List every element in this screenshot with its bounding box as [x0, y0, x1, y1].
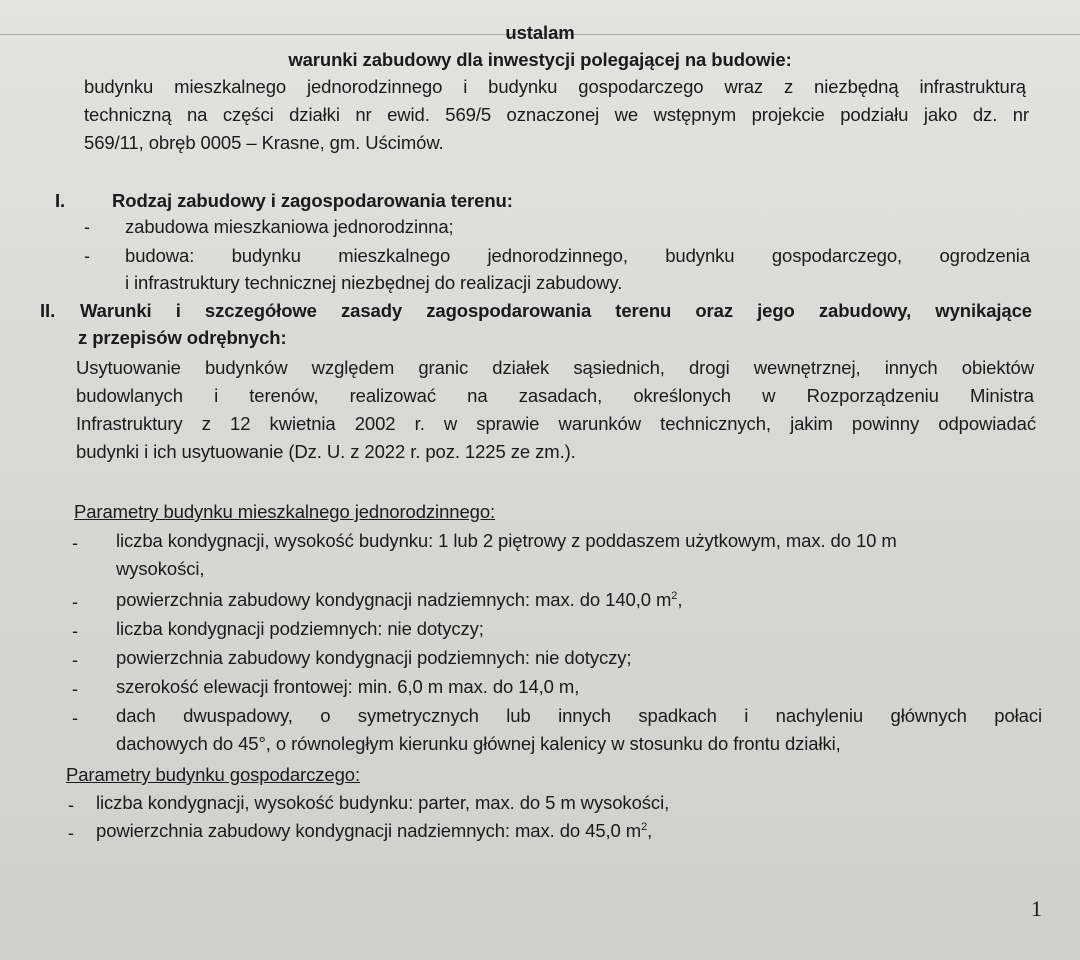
- bullet-dash: -: [84, 217, 90, 237]
- comma: ,: [677, 589, 683, 610]
- utility-item-2-text: powierzchnia zabudowy kondygnacji nadziemnych: max. do 45,0 m: [96, 820, 642, 841]
- comma: ,: [647, 820, 653, 841]
- section2-number: II.: [40, 300, 56, 321]
- bullet-dash: -: [72, 533, 78, 553]
- intro-line-2: techniczną na części działki nr ewid. 569/5 oznaczonej we wstępnym projekcie podziału jako dz. nr: [84, 104, 1029, 125]
- header-ustalam: ustalam: [505, 22, 575, 43]
- section1-item-1: zabudowa mieszkaniowa jednorodzinna;: [125, 216, 454, 237]
- intro-line-1: budynku mieszkalnego jednorodzinnego i budynku gospodarczego wraz z niezbędną infrastrukturą: [84, 76, 1026, 97]
- bullet-dash: -: [72, 679, 78, 699]
- residential-item-6: dach dwuspadowy, o symetrycznych lub innych spadkach i nachyleniu głównych połaci: [116, 705, 1042, 726]
- section1-item-2-cont: i infrastruktury technicznej niezbędnej do realizacji zabudowy.: [125, 272, 623, 293]
- section2-paragraph-3: Infrastruktury z 12 kwietnia 2002 r. w sprawie warunków technicznych, jakim powinny odpowiadać: [76, 413, 1036, 434]
- page-number: 1: [1031, 896, 1042, 921]
- residential-item-6-cont: dachowych do 45°, o równoległym kierunku głównej kalenicy w stosunku do frontu działki,: [116, 733, 841, 754]
- residential-params-heading: Parametry budynku mieszkalnego jednorodzinnego:: [74, 501, 496, 522]
- residential-item-2: [116, 587, 682, 613]
- superscript: 2: [641, 820, 648, 833]
- utility-item-1: liczba kondygnacji, wysokość budynku: parter, max. do 5 m wysokości,: [96, 792, 670, 813]
- utility-params-heading: Parametry budynku gospodarczego:: [66, 764, 361, 785]
- bullet-dash: -: [68, 795, 74, 815]
- bullet-dash: -: [84, 246, 90, 266]
- bullet-dash: -: [72, 592, 78, 612]
- section2-paragraph-2: budowlanych i terenów, realizować na zasadach, określonych w Rozporządzeniu Ministra: [76, 385, 1034, 406]
- utility-item-2: [96, 818, 652, 844]
- residential-item-2-text: powierzchnia zabudowy kondygnacji nadziemnych: max. do 140,0 m: [116, 589, 672, 610]
- superscript: 2: [671, 589, 678, 602]
- section1-item-2: budowa: budynku mieszkalnego jednorodzinnego, budynku gospodarczego, ogrodzenia: [125, 245, 1030, 266]
- residential-item-4: powierzchnia zabudowy kondygnacji podziemnych: nie dotyczy;: [116, 647, 632, 668]
- section1-title: Rodzaj zabudowy i zagospodarowania terenu:: [112, 190, 513, 211]
- residential-item-3: liczba kondygnacji podziemnych: nie dotyczy;: [116, 618, 484, 639]
- section2-title-2: z przepisów odrębnych:: [78, 327, 287, 348]
- bullet-dash: -: [72, 621, 78, 641]
- residential-item-1: liczba kondygnacji, wysokość budynku: 1 lub 2 piętrowy z poddaszem użytkowym, max. do 10 m: [116, 530, 897, 551]
- section1-number: I.: [55, 190, 66, 211]
- section2-title-1: Warunki i szczegółowe zasady zagospodarowania terenu oraz jego zabudowy, wynikające: [80, 300, 1032, 321]
- intro-line-3: 569/11, obręb 0005 – Krasne, gm. Uścimów.: [84, 132, 444, 153]
- section2-paragraph-1: Usytuowanie budynków względem granic działek sąsiednich, drogi wewnętrznej, innych obiektów: [76, 357, 1034, 378]
- residential-item-1-cont: wysokości,: [116, 558, 205, 579]
- residential-item-5: szerokość elewacji frontowej: min. 6,0 m max. do 14,0 m,: [116, 676, 580, 697]
- header-title: warunki zabudowy dla inwestycji polegającej na budowie:: [288, 49, 792, 70]
- section2-paragraph-4: budynki i ich usytuowanie (Dz. U. z 2022 r. poz. 1225 ze zm.).: [76, 441, 576, 462]
- bullet-dash: -: [72, 708, 78, 728]
- bullet-dash: -: [68, 823, 74, 843]
- bullet-dash: -: [72, 650, 78, 670]
